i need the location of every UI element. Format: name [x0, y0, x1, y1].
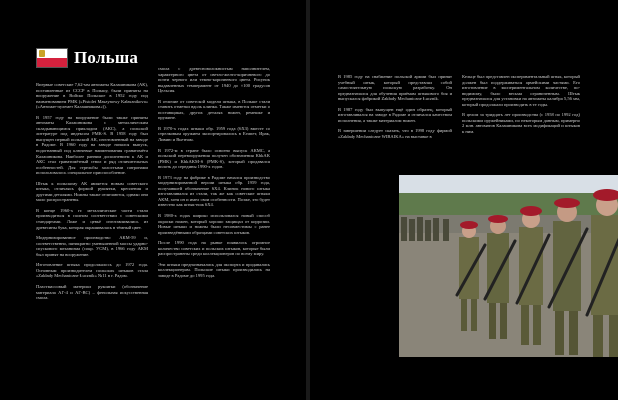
parade-illustration: [399, 175, 618, 357]
soldiers-parade-photo: [399, 175, 618, 357]
text-column-1: [36, 82, 148, 306]
paragraph: Пластмассовый материал рукоятки (обозначение материала АГ-4 и АГ-ВС) – фенольная искусственная смола.: [36, 283, 148, 301]
page-header: [36, 48, 138, 68]
coat-of-arms-icon: [39, 50, 45, 57]
paragraph: смола с древесноволокнистым наполнителем, характерного цвета от светло-желто-коричневого до почти черного или темно-коричневого цвета. Рисунок выдавленных темперамент от 1940 до ×100 градусов Цельсия.: [158, 66, 270, 94]
paragraph: В 1970-х годах штыки обр. 1959 года (6Х3) вместе со стрелковым оружием экспортировались в Египет, Ирак, Ливию и Вьетнам.: [158, 125, 270, 143]
paragraph: В 1957 году на вооружение были также приняты автоматы Калашникова с металлическим складывающимся прикладом (АКС), а польской литературе под индексом PMK-S. В 1958 году был выпущен первый польский АК, изготовленный на заводе в Радоме. В 1960 году на заводе начался выпуск, подогнанный под ключевые наименования гранатомёта Калашникова. Наиболее ранним дополнением к АК и АКС стал гранатомётный ствол и ряд отличительных особенностей. Для стрельбы холостыми патронами использовалось специальное приспособление.: [36, 114, 148, 176]
paragraph: Модернизированное производство АКМ-59 и, соответственно, пятикратно уменьшенной массы ударно-спускового механизма (сокр. УСМ), в 1966 году АКМ был принят на вооружение.: [36, 235, 148, 257]
paragraph: Впервые советские 7,62-мм автоматы Калашникова (АК), поставленные из СССР в Польшу, были приняты на вооружение в Войско Польское в 1952 году под наименованием PMK (»Pistolet Maszynowy Kałasznikova« (»Автомат-пулемет Калашникова«)).: [36, 82, 148, 110]
right-page: [310, 0, 618, 400]
paragraph: В 1980-х годах широко использовался новый способ окраски ножен, который хорошо защищал от коррозии. Новые штыки и ножны были несовместимы с ранее произведёнными образцами советских штыков.: [158, 213, 270, 235]
text-column-3: [338, 74, 452, 144]
paragraph: В конце 1960-х гг. металлические части стали производиться в полном соответствии с советскими стандартами. Ложе и цевьё изготавливались из древесины бука, которая окрашивалась в тёмный цвет.: [36, 207, 148, 230]
paragraph: В завершении следует сказать, что в 1998 году фирмой «Zakłady Mechaniczne WIBAIKA» на выставке в: [338, 128, 452, 139]
poland-flag-icon: [36, 48, 68, 68]
paragraph: В 1987 году был выпущен ещё один образец, который изготавливался на заводе в Радоме и отличался качеством исполнения, а также материалом ножен.: [338, 106, 452, 123]
paragraph: В 1985 году на снабжение польской армии был принят учебный штык, который представлял собой самостоятельную польскую разработку. Он предназначался для обучения приёмам штыкового боя и выпускался фабрикой Zakłady Mechaniczne Łucznik.: [338, 74, 452, 102]
left-page: [0, 0, 306, 400]
paragraph: В 1973 году на фабрике в Радоме начался производство модернизированной версии штыка обр. 1959 года, получившей обозначение 6Х4. Клинок нового штыка изготавливался из стали, так же как советские штыки АКМ, хотя он и имел свои особенности. Позже, это будет известно как штык-нож 6Х4.: [158, 174, 270, 208]
paragraph: В 1972-м в стране было освоено выпуск АКМС, а польский перевооружения получен обозначения KbkAK (PMK) и KbkAKM-S (PMK-S), который продавался вплоть до середины 1990-х годов.: [158, 147, 270, 170]
paragraph: Кельце был представлен экспериментальный штык, который должен был поддерживаться армейскими частями. Его изготовление в экспериментальном количестве, по-видимому, было весьма ограниченным. Штык предназначался для установки на автоматы калибра 5,56 мм, который продолжали производить в те годы.: [462, 74, 580, 107]
paragraph: В целом за тридцать лет производства (с 1958 по 1992 год) польскими оружейниками, по некоторым данным, примерно 2 млн. автоматов Калашникова всех модификаций и штыков к ним.: [462, 112, 580, 134]
text-column-2: [158, 66, 270, 284]
paragraph: Штык к польскому АК является новым советского штыка, отличаясь формой рукоятки, крепления и другими деталями. Ножны также отличаются, однако они мало распространены.: [36, 180, 148, 203]
paragraph: Эти штыки предназначались для экспорта и продавались коллекционерам. Польские штыки производились на заводе в Радоме до 1995 года.: [158, 261, 270, 278]
paragraph: Изготовление штыка продолжалось до 1972 года. Основным производителем польских штыков стала «Zakłady Mechaniczne Łucznik» №11 в г. Радом.: [36, 262, 148, 279]
page-title: Польша: [74, 48, 139, 67]
paragraph: После 1990 года на рынке появилось огромное количество советских и польских штыков, которые были распространены среди коллекционеров по всему миру.: [158, 240, 270, 257]
paragraph: В отличие от советской модели штыка, в Польше стали ставить отметки вдоль клинка. Также имеются отметки о поставщиках, других деталях ножен, ремешке и пружине.: [158, 98, 270, 121]
text-column-4: [462, 74, 580, 139]
